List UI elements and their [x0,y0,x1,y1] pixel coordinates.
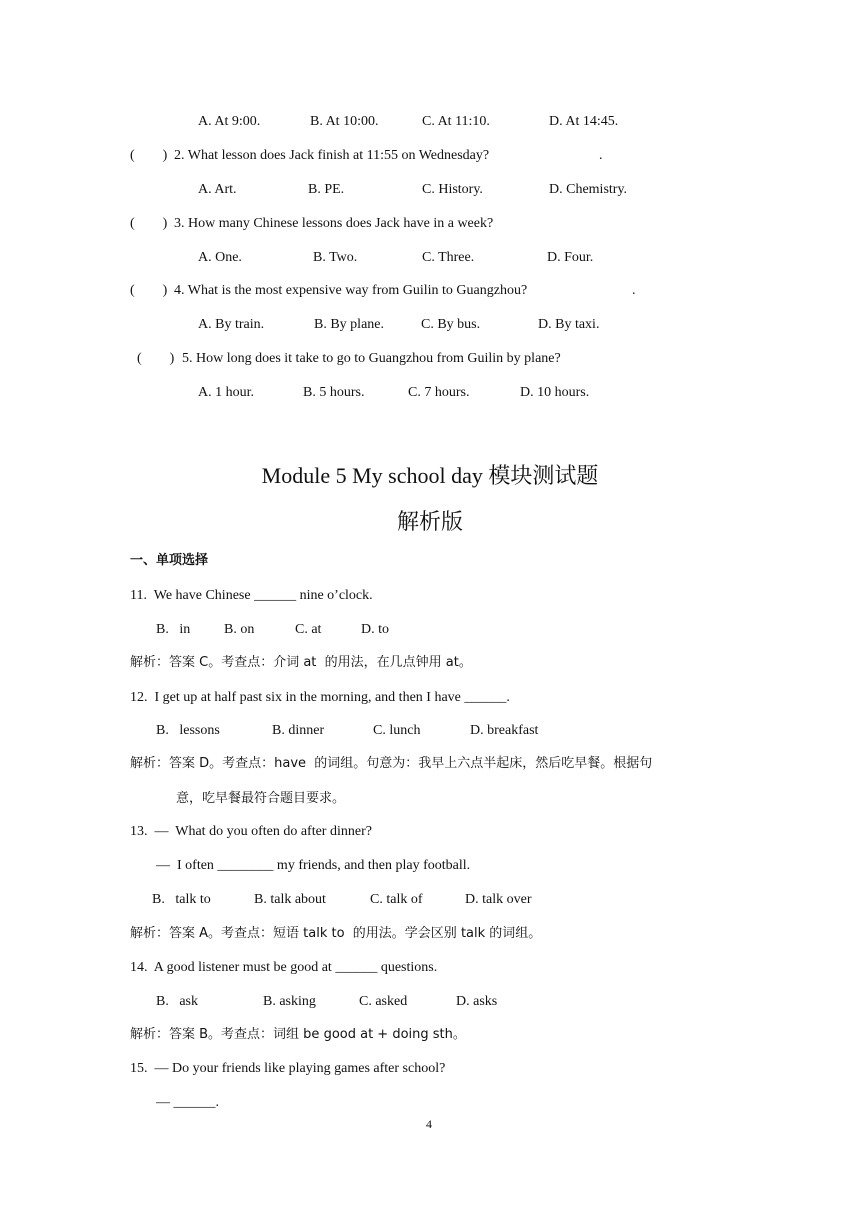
q15-text2: — ______. [156,1095,219,1110]
q4-paren: ( ) [130,283,168,298]
q11-analysis: 解析：答案 C。考查点：介词 at 的用法，在几点钟用 at。 [130,655,472,670]
q14-option-a: B. ask [156,994,198,1009]
q3-paren: ( ) [130,216,168,231]
q3-option-c: C. Three. [422,250,475,265]
q12-analysis: 解析：答案 D。考查点：have 的词组。句意为：我早上六点半起床，然后吃早餐。根据句 [130,756,653,771]
page-title: Module 5 My school day 模块测试题 [261,463,599,488]
q2-paren: ( ) [130,148,168,163]
q12-text: 12. I get up at half past six in the morning, and then I have ______. [130,690,510,705]
q14-option-c: C. asked [359,994,408,1009]
q14-analysis: 解析：答案 B。考查点：词组 be good at + doing sth。 [130,1027,466,1042]
q13-option-b: B. talk about [254,892,326,907]
section-heading: 一、单项选择 [130,553,209,568]
q5-option-a: A. 1 hour. [198,385,254,400]
q4-option-a: A. By train. [198,317,265,332]
q12-option-b: B. dinner [272,723,325,738]
q4-option-c: C. By bus. [421,317,481,332]
q5-text: 5. How long does it take to go to Guangzhou from Guilin by plane? [182,351,561,366]
q2-text: 2. What lesson does Jack finish at 11:55 on Wednesday? [174,148,490,163]
q5-option-b: B. 5 hours. [303,385,365,400]
q4-option-b: B. By plane. [314,317,384,332]
q1-option-d: D. At 14:45. [549,114,619,129]
q11-option-a: B. in [156,622,191,637]
q4-text: 4. What is the most expensive way from Guilin to Guangzhou? [174,283,528,298]
q13-text2: — I often ________ my friends, and then play football. [156,858,471,873]
q11-text: 11. We have Chinese ______ nine o’clock. [130,588,373,603]
q12-option-c: C. lunch [373,723,421,738]
q13-option-d: D. talk over [465,892,532,907]
q3-text: 3. How many Chinese lessons does Jack have in a week? [174,216,494,231]
q3-option-d: D. Four. [547,250,594,265]
q2-option-c: C. History. [422,182,483,197]
q13-analysis: 解析：答案 A。考查点：短语 talk to 的用法。学会区别 talk 的词组。 [130,926,542,941]
q2-option-b: B. PE. [308,182,345,197]
q15-text: 15. — Do your friends like playing games after school? [130,1061,446,1076]
q2-option-a: A. Art. [198,182,237,197]
q5-paren: ( ) [137,351,175,366]
q1-option-c: C. At 11:10. [422,114,490,129]
q3-option-a: A. One. [198,250,242,265]
q12-option-a: B. lessons [156,723,220,738]
q2-dot: . [599,148,603,163]
page-number: 4 [426,1117,432,1131]
q13-option-c: C. talk of [370,892,423,907]
q11-option-c: C. at [295,622,322,637]
q11-option-b: B. on [224,622,255,637]
q12-analysis-cont: 意，吃早餐最符合题目要求。 [176,791,346,806]
q14-text: 14. A good listener must be good at ______ questions. [130,960,438,975]
q4-dot: . [632,283,636,298]
q5-option-d: D. 10 hours. [520,385,590,400]
q2-option-d: D. Chemistry. [549,182,628,197]
q12-option-d: D. breakfast [470,723,539,738]
q1-option-b: B. At 10:00. [310,114,379,129]
q4-option-d: D. By taxi. [538,317,600,332]
q13-text: 13. — What do you often do after dinner? [130,824,372,839]
q14-option-b: B. asking [263,994,316,1009]
q11-option-d: D. to [361,622,389,637]
q5-option-c: C. 7 hours. [408,385,470,400]
page-subtitle: 解析版 [396,509,463,534]
q13-option-a: B. talk to [152,892,211,907]
q3-option-b: B. Two. [313,250,358,265]
q14-option-d: D. asks [456,994,498,1009]
q1-option-a: A. At 9:00. [198,114,261,129]
